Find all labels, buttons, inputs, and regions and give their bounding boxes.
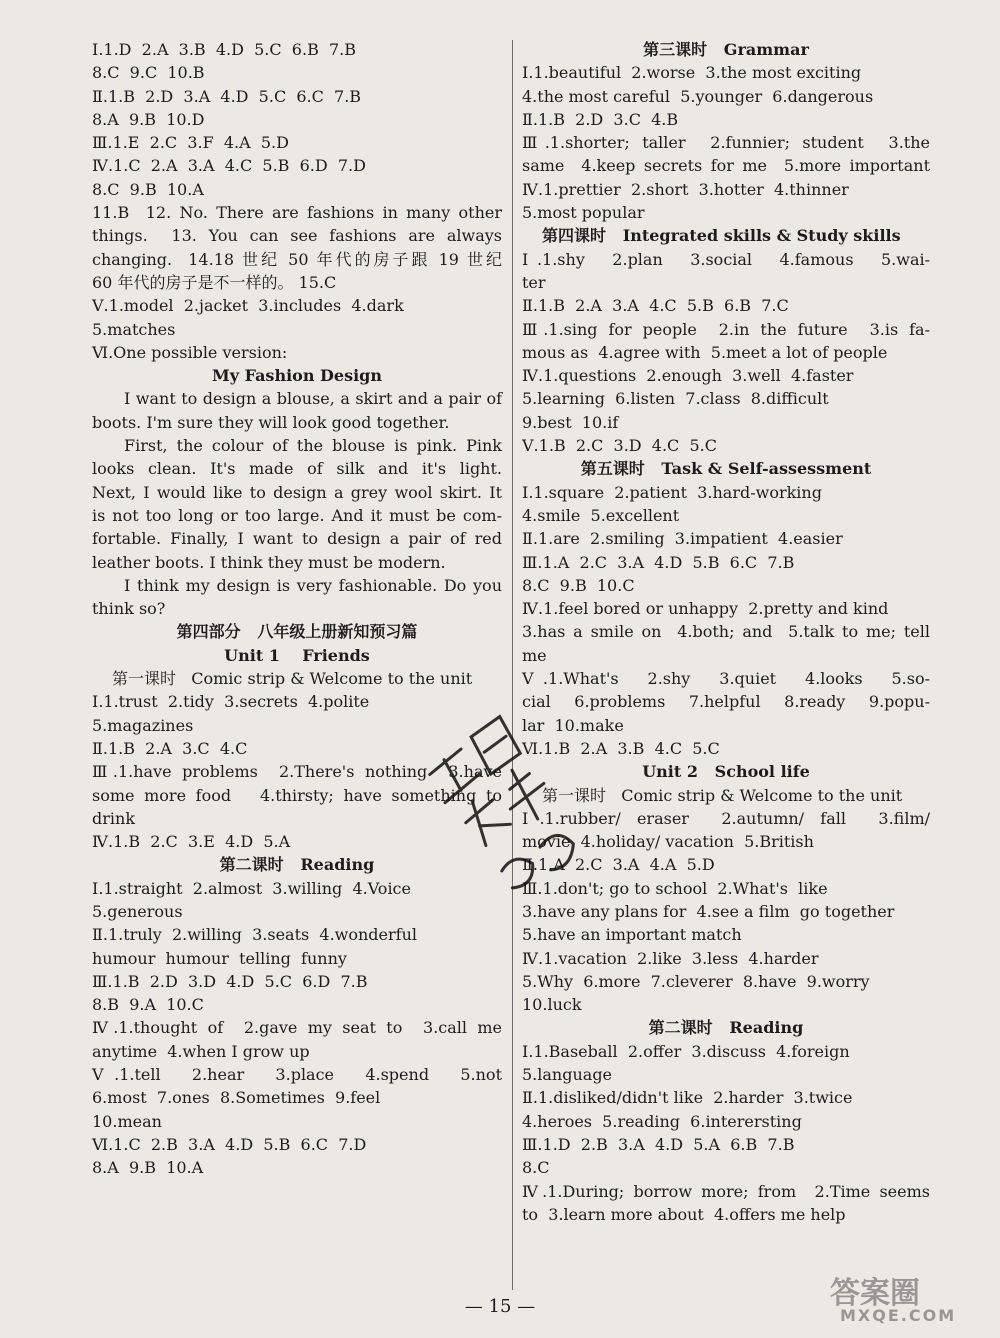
answer-line: 第二课时 Reading bbox=[219, 855, 375, 875]
answer-line: Ⅳ.1.prettier 2.short 3.hotter 4.thinner bbox=[522, 179, 849, 199]
answer-line: 第五课时 Task & Self-assessment bbox=[580, 459, 872, 479]
watermark-text: 答案圈 bbox=[830, 1276, 920, 1311]
answer-line: 5.matches bbox=[92, 319, 176, 339]
answer-line: 8.B 9.A 10.C bbox=[92, 995, 204, 1015]
answer-line: Ⅲ.1.have problems 2.There's nothing 3.have bbox=[92, 762, 502, 782]
answer-line: things. 13. You can see fashions are always bbox=[92, 226, 502, 246]
answer-line: Ⅱ.1.B 2.D 3.A 4.D 5.C 6.C 7.B bbox=[92, 86, 362, 106]
answer-line: 5.most popular bbox=[522, 203, 645, 223]
answer-line: 8.A 9.B 10.D bbox=[92, 109, 205, 129]
answer-line: Unit 2 School life bbox=[642, 762, 810, 782]
answer-line: 第三课时 Grammar bbox=[643, 40, 809, 59]
answer-line: looks clean. It's made of silk and it's light. bbox=[92, 459, 502, 479]
answer-line: Ⅱ.1.truly 2.willing 3.seats 4.wonderful bbox=[92, 925, 417, 945]
answer-line: Ⅰ.1.beautiful 2.worse 3.the most exciting bbox=[522, 63, 862, 83]
answer-line: 5.generous bbox=[92, 901, 183, 921]
answer-line: anytime 4.when I grow up bbox=[92, 1041, 310, 1061]
answer-line: 9.best 10.if bbox=[522, 412, 619, 432]
answer-line: humour humour telling funny bbox=[92, 948, 347, 968]
answer-line: Ⅲ.1.B 2.D 3.D 4.D 5.C 6.D 7.B bbox=[92, 971, 368, 991]
answer-line: 第四部分 八年级上册新知预习篇 bbox=[176, 622, 418, 642]
answer-line: Ⅲ.1.A 2.C 3.A 4.D 5.B 6.C 7.B bbox=[522, 552, 795, 572]
answer-line: Ⅵ.1.C 2.B 3.A 4.D 5.B 6.C 7.D bbox=[92, 1134, 367, 1154]
answer-line: Next, I would like to design a grey wool skirt. It bbox=[92, 482, 502, 502]
answer-line: 第二课时 Reading bbox=[648, 1018, 804, 1038]
answer-line: Ⅱ.1.B 2.A 3.A 4.C 5.B 6.B 7.C bbox=[522, 296, 789, 316]
answer-line: ter bbox=[522, 272, 546, 292]
answer-line: 11.B 12. No. There are fashions in many other bbox=[92, 203, 502, 223]
answer-line: Ⅴ.1.model 2.jacket 3.includes 4.dark bbox=[92, 296, 404, 316]
answer-line: Ⅲ.1.shorter; taller 2.funnier; student 3.the bbox=[522, 133, 930, 153]
answer-line: 第一课时 Comic strip & Welcome to the unit bbox=[542, 785, 903, 805]
answer-line: 5.learning 6.listen 7.class 8.difficult bbox=[522, 389, 829, 409]
answer-line: movie 4.holiday/ vacation 5.British bbox=[522, 832, 814, 852]
answer-line: Ⅲ.1.sing for people 2.in the future 3.is fa- bbox=[522, 319, 930, 339]
answer-line: leather boots. I think they must be modern. bbox=[92, 552, 446, 572]
answer-line: First, the colour of the blouse is pink. Pink bbox=[124, 436, 502, 456]
answer-line: Ⅲ.1.don't; go to school 2.What's like bbox=[522, 878, 828, 898]
left-column bbox=[92, 38, 502, 1180]
answer-line: 5.language bbox=[522, 1065, 613, 1085]
answer-line: 3.have any plans for 4.see a film go together bbox=[522, 901, 895, 921]
answer-line: Unit 1 Friends bbox=[224, 645, 370, 665]
answer-line: 8.A 9.B 10.A bbox=[92, 1158, 204, 1178]
answer-line: changing. 14.18 世纪 50 年代的房子跟 19 世纪 bbox=[92, 249, 502, 269]
answer-line: Ⅰ.1.square 2.patient 3.hard-working bbox=[522, 482, 822, 502]
answer-line: 8.C 9.B 10.A bbox=[92, 179, 204, 199]
answer-line: Ⅳ.1.B 2.C 3.E 4.D 5.A bbox=[92, 832, 291, 852]
answer-line: Ⅱ.1.are 2.smiling 3.impatient 4.easier bbox=[522, 529, 843, 549]
answer-line: is not too long or too large. And it must be com- bbox=[92, 505, 502, 525]
answer-line: Ⅳ.1.feel bored or unhappy 2.pretty and kind bbox=[522, 599, 889, 619]
answer-line: me bbox=[522, 645, 547, 665]
watermark-subtext: MXQE.COM bbox=[840, 1306, 957, 1325]
answer-line: Ⅱ.1.A 2.C 3.A 4.A 5.D bbox=[522, 855, 715, 875]
answer-line: Ⅱ.1.disliked/didn't like 2.harder 3.twice bbox=[522, 1088, 853, 1108]
answer-line: boots. I'm sure they will look good together. bbox=[92, 412, 450, 432]
answer-line: Ⅳ.1.vacation 2.like 3.less 4.harder bbox=[522, 948, 819, 968]
answer-line: 10.mean bbox=[92, 1111, 162, 1131]
answer-line: 4.heroes 5.reading 6.interersting bbox=[522, 1111, 802, 1131]
answer-line: My Fashion Design bbox=[212, 366, 382, 386]
answer-line: 8.C bbox=[522, 1158, 550, 1178]
answer-line: Ⅵ.1.B 2.A 3.B 4.C 5.C bbox=[522, 738, 720, 758]
answer-line: mous as 4.agree with 5.meet a lot of people bbox=[522, 342, 888, 362]
answer-line: Ⅰ.1.D 2.A 3.B 4.D 5.C 6.B 7.B bbox=[92, 40, 357, 59]
answer-line: 8.C 9.C 10.B bbox=[92, 63, 205, 83]
right-column bbox=[522, 38, 930, 1226]
answer-line: I think my design is very fashionable. Do you bbox=[124, 575, 502, 595]
answer-line: Ⅰ.1.rubber/ eraser 2.autumn/ fall 3.film/ bbox=[522, 808, 930, 828]
answer-line: lar 10.make bbox=[522, 715, 624, 735]
answer-line: fortable. Finally, I want to design a pair of red bbox=[92, 529, 502, 549]
answer-line: to 3.learn more about 4.offers me help bbox=[522, 1204, 846, 1224]
answer-line: Ⅰ.1.straight 2.almost 3.willing 4.Voice bbox=[92, 878, 411, 898]
answer-line: Ⅴ.1.tell 2.hear 3.place 4.spend 5.not bbox=[92, 1065, 502, 1085]
answer-line: 第一课时 Comic strip & Welcome to the unit bbox=[112, 669, 473, 689]
answer-line: 5.have an important match bbox=[522, 925, 742, 945]
answer-line: Ⅴ.1.What's 2.shy 3.quiet 4.looks 5.so- bbox=[522, 669, 930, 689]
answer-line: 第四课时 Integrated skills & Study skills bbox=[542, 226, 901, 246]
answer-line: Ⅰ.1.trust 2.tidy 3.secrets 4.polite bbox=[92, 692, 370, 712]
answer-line: Ⅵ.One possible version: bbox=[92, 342, 288, 362]
answer-line: 10.luck bbox=[522, 995, 582, 1015]
answer-line: cial 6.problems 7.helpful 8.ready 9.popu- bbox=[522, 692, 930, 712]
column-divider bbox=[512, 40, 513, 1290]
answer-line: Ⅲ.1.D 2.B 3.A 4.D 5.A 6.B 7.B bbox=[522, 1134, 795, 1154]
answer-line: Ⅳ.1.thought of 2.gave my seat to 3.call me bbox=[92, 1018, 502, 1038]
answer-line: 3.has a smile on 4.both; and 5.talk to me; tell bbox=[522, 622, 930, 642]
answer-line: I want to design a blouse, a skirt and a pair of bbox=[124, 389, 502, 409]
answer-line: Ⅱ.1.B 2.D 3.C 4.B bbox=[522, 109, 679, 129]
answer-line: Ⅳ.1.During; borrow more; from 2.Time seems bbox=[522, 1181, 930, 1201]
answer-line: Ⅰ.1.Baseball 2.offer 3.discuss 4.foreign bbox=[522, 1041, 850, 1061]
answer-line: 4.the most careful 5.younger 6.dangerous bbox=[522, 86, 874, 106]
answer-line: Ⅲ.1.E 2.C 3.F 4.A 5.D bbox=[92, 133, 289, 153]
answer-line: some more food 4.thirsty; have something to bbox=[92, 785, 502, 805]
answer-line: 8.C 9.B 10.C bbox=[522, 575, 635, 595]
answer-line: drink bbox=[92, 808, 136, 828]
answer-line: same 4.keep secrets for me 5.more important bbox=[522, 156, 930, 176]
answer-line: think so? bbox=[92, 599, 166, 619]
answer-line: Ⅳ.1.C 2.A 3.A 4.C 5.B 6.D 7.D bbox=[92, 156, 366, 176]
answer-line: 5.Why 6.more 7.cleverer 8.have 9.worry bbox=[522, 971, 870, 991]
answer-line: 60 年代的房子是不一样的。 15.C bbox=[92, 272, 337, 292]
watermark-logo bbox=[830, 1268, 980, 1328]
answer-line: Ⅴ.1.B 2.C 3.D 4.C 5.C bbox=[522, 436, 717, 456]
answer-line: 4.smile 5.excellent bbox=[522, 505, 680, 525]
answer-line: 5.magazines bbox=[92, 715, 194, 735]
answer-line: Ⅳ.1.questions 2.enough 3.well 4.faster bbox=[522, 366, 854, 386]
page-number: — 15 — bbox=[464, 1296, 536, 1317]
answer-line: 6.most 7.ones 8.Sometimes 9.feel bbox=[92, 1088, 381, 1108]
answer-line: Ⅰ.1.shy 2.plan 3.social 4.famous 5.wai- bbox=[522, 249, 930, 269]
answer-line: Ⅱ.1.B 2.A 3.C 4.C bbox=[92, 738, 248, 758]
